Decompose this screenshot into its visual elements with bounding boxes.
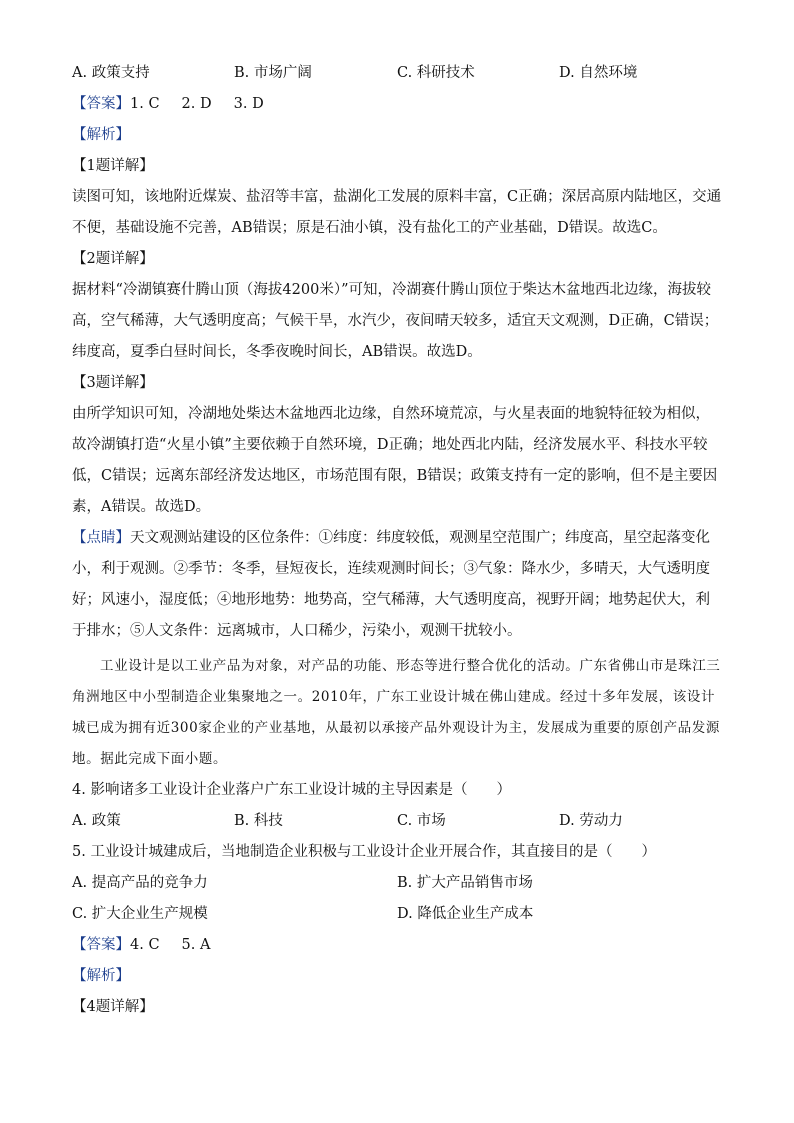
detail-1-text: 读图可知，该地附近煤炭、盐沼等丰富，盐湖化工发展的原料丰富，C正确；深居高原内陆地区，交通不便，基础设施不完善，AB错误；原是石油小镇，没有盐化工的产业基础，D错误。故选C。	[72, 189, 722, 236]
option-c: C. 科研技术	[397, 65, 475, 81]
option-d: D. 劳动力	[559, 813, 623, 829]
detail-4-title: 【4题详解】	[72, 999, 154, 1015]
analysis-tag: 【解析】	[72, 968, 130, 984]
dianjing-tag: 【点睛】	[72, 530, 130, 546]
option-b: B. 扩大产品销售市场	[397, 875, 533, 891]
question-5-options-row-1	[72, 868, 722, 899]
analysis-tag: 【解析】	[72, 127, 130, 143]
answer-item: 3. D	[233, 96, 264, 112]
option-c: C. 市场	[397, 813, 446, 829]
detail-3-title: 【3题详解】	[72, 375, 154, 391]
question-4-options	[72, 806, 722, 837]
dianjing-text: 天文观测站建设的区位条件：①纬度：纬度较低，观测星空范围广；纬度高，星空起落变化小，利于观测。②季节：冬季，昼短夜长，连续观测时间长；③气象：降水少，多晴天，大气透明度好；风速小，湿度低；④地形地势：地势高，空气稀薄，大气透明度高，视野开阔；地势起伏大，利于排水；⑤人文条件：远离城市，人口稀少，污染小，观测干扰较小。	[72, 530, 710, 639]
answer-tag: 【答案】	[72, 937, 130, 953]
option-d: D. 自然环境	[559, 65, 638, 81]
answer-tag: 【答案】	[72, 96, 130, 112]
answer-line-2	[72, 930, 722, 961]
answer-item: 4. C	[130, 937, 160, 953]
option-a: A. 提高产品的竞争力	[72, 875, 208, 891]
option-b: B. 科技	[234, 813, 283, 829]
detail-3-text: 由所学知识可知，冷湖地处柴达木盆地西北边缘，自然环境荒凉，与火星表面的地貌特征较为相似，故冷湖镇打造“火星小镇”主要依赖于自然环境，D正确；地处西北内陆，经济发展水平、科技水平较低，C错误；远离东部经济发达地区，市场范围有限，B错误；政策支持有一定的影响，但不是主要因素，A错误。故选D。	[72, 406, 718, 515]
prev-question-options	[72, 58, 722, 89]
answer-item: 5. A	[181, 937, 211, 953]
question-5-options-row-2	[72, 899, 722, 930]
material-passage: 工业设计是以工业产品为对象，对产品的功能、形态等进行整合优化的活动。广东省佛山市是珠江三角洲地区中小型制造企业集聚地之一。2010年，广东工业设计城在佛山建成。经过十多年发展，该设计城已成为拥有近300家企业的产业基地，从最初以承接产品外观设计为主，发展成为重要的原创产品发源地。据此完成下面小题。	[72, 658, 721, 767]
option-d: D. 降低企业生产成本	[397, 906, 534, 922]
detail-1-title: 【1题详解】	[72, 158, 154, 174]
answer-line-1	[72, 89, 722, 120]
question-5-stem: 5. 工业设计城建成后，当地制造企业积极与工业设计企业开展合作，其直接目的是（ ）	[72, 844, 656, 860]
option-b: B. 市场广阔	[234, 65, 312, 81]
option-a: A. 政策支持	[72, 65, 150, 81]
question-4-stem: 4. 影响诸多工业设计企业落户广东工业设计城的主导因素是（ ）	[72, 782, 511, 798]
answer-item: 1. C	[130, 96, 160, 112]
dianjing-block	[72, 523, 722, 647]
answer-item: 2. D	[181, 96, 212, 112]
option-a: A. 政策	[72, 813, 121, 829]
document-page	[72, 58, 722, 1023]
detail-2-title: 【2题详解】	[72, 251, 154, 267]
option-c: C. 扩大企业生产规模	[72, 906, 208, 922]
detail-2-text: 据材料“冷湖镇赛什腾山顶（海拔4200米）”可知，冷湖赛什腾山顶位于柴达木盆地西北边缘，海拔较高，空气稀薄，大气透明度高；气候干旱，水汽少，夜间晴天较多，适宜天文观测，D正确，C错误；纬度高，夏季白昼时间长，冬季夜晚时间长，AB错误。故选D。	[72, 282, 719, 360]
